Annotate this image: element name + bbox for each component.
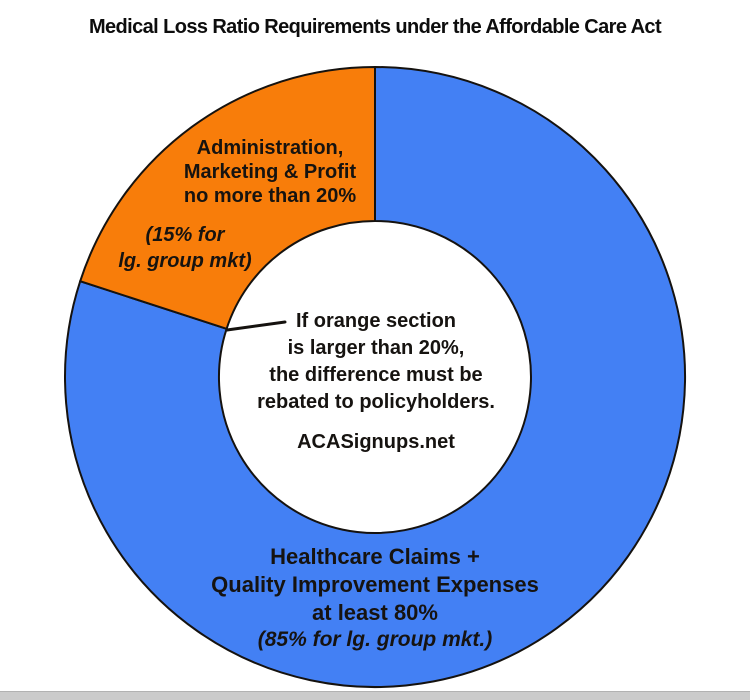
center-annotation-line: If orange section [295,310,457,332]
blue-slice-label [159,543,591,653]
orange-label-line: Marketing & Profit [183,161,357,183]
orange-slice-label [128,136,412,208]
blue-slice-large-group-note: (85% for lg. group mkt.) [257,628,493,651]
center-annotation-line: the difference must be [269,364,483,386]
chart-title: Medical Loss Ratio Requirements under the Affordable Care Act [88,16,662,38]
blue-label-line: Quality Improvement Expenses [211,572,539,597]
bottom-edge-bar [0,691,750,700]
orange-label-line: no more than 20% [183,185,357,207]
orange-slice-large-group-note [80,222,290,274]
center-annotation-line: is larger than 20%, [287,337,465,359]
source-credit: ACASignups.net [297,431,455,453]
center-annotation-line: rebated to policyholders. [257,391,495,413]
orange-note-line: lg. group mkt) [118,250,252,272]
orange-label-line: Administration, [196,137,344,159]
orange-note-line: (15% for [145,224,225,246]
blue-label-line: Healthcare Claims + [270,544,480,569]
center-annotation [221,308,531,456]
blue-label-line: at least 80% [312,600,438,625]
